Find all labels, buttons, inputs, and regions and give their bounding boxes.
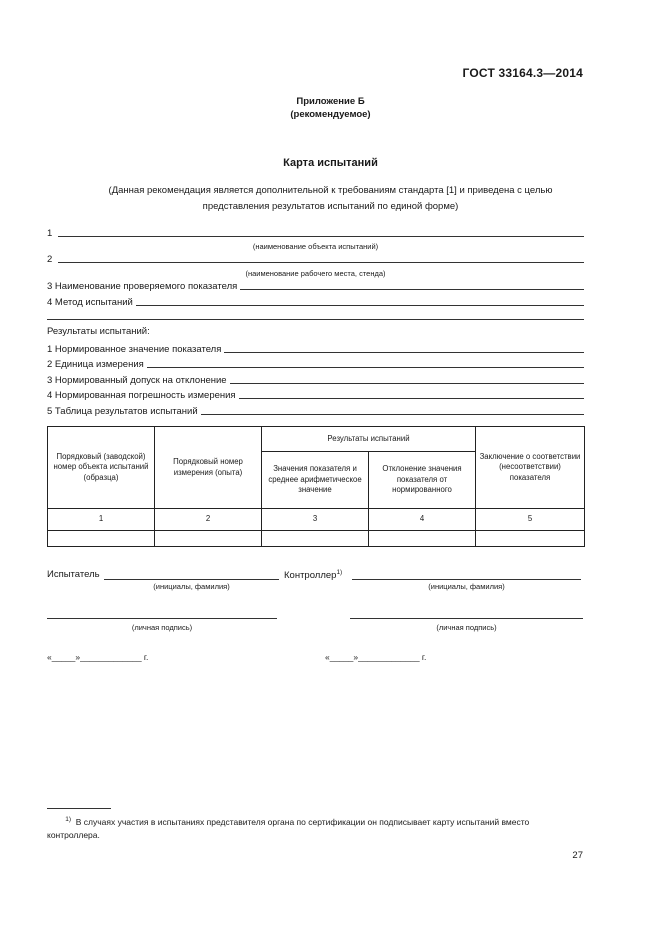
field-1-caption: (наименование объекта испытаний) — [252, 242, 379, 251]
page-number: 27 — [572, 850, 583, 861]
field-2-caption: (наименование рабочего места, стенда) — [245, 269, 386, 278]
footnote-ref: 1) — [336, 569, 343, 576]
table-cell[interactable] — [476, 531, 585, 547]
table-cell[interactable] — [369, 531, 476, 547]
field-number: 2 — [47, 254, 53, 265]
table-column-number: 3 — [262, 509, 369, 531]
footnote-separator — [47, 808, 111, 809]
controller-signature-caption: (личная подпись) — [436, 623, 497, 632]
table-header-object-number: Порядковый (заводской) номер объекта испытаний (образца) — [48, 427, 155, 509]
results-item[interactable] — [47, 405, 584, 417]
table-column-number: 5 — [476, 509, 585, 531]
fill-line — [240, 289, 584, 290]
table-column-number: 4 — [369, 509, 476, 531]
field-number: 1 — [47, 228, 53, 239]
fill-line — [58, 262, 584, 263]
results-item-label: 3 Нормированный допуск на отклонение — [47, 375, 227, 386]
footnote — [47, 815, 584, 843]
controller-date[interactable]: «_____»_____________ г. — [325, 652, 427, 662]
tester-signature-caption: (личная подпись) — [131, 623, 193, 632]
results-heading: Результаты испытаний: — [47, 326, 150, 337]
intro-line-1: (Данная рекомендация является дополнительной к требованиям стандарта [1] и приведена с целью — [108, 185, 553, 196]
standard-number: ГОСТ 33164.3—2014 — [462, 66, 583, 80]
results-item[interactable] — [47, 389, 584, 401]
controller-name-line[interactable] — [352, 579, 581, 580]
table-header-conclusion: Заключение о соответствии (несоответствии) показателя — [476, 427, 585, 509]
appendix-subtitle: (рекомендуемое) — [290, 109, 371, 120]
results-item-label: 2 Единица измерения — [47, 359, 144, 370]
table-column-number: 1 — [48, 509, 155, 531]
fill-line — [147, 367, 584, 368]
controller-label — [284, 569, 342, 581]
fill-line — [230, 383, 584, 384]
fill-line — [239, 398, 584, 399]
card-title: Карта испытаний — [283, 157, 378, 169]
results-item-label: 4 Нормированная погрешность измерения — [47, 390, 236, 401]
table-header-results-group: Результаты испытаний — [262, 427, 476, 452]
field-object-name[interactable] — [47, 227, 584, 239]
table-header-measurement-number: Порядковый номер измерения (опыта) — [155, 427, 262, 509]
table-cell[interactable] — [262, 531, 369, 547]
field-checked-indicator[interactable] — [47, 280, 584, 292]
controller-label-text: Контроллер — [284, 570, 337, 582]
footnote-mark: 1) — [65, 816, 71, 823]
results-item[interactable] — [47, 374, 584, 386]
tester-label: Испытатель — [47, 569, 100, 580]
field-test-method[interactable] — [47, 296, 584, 308]
fill-line — [58, 236, 584, 237]
table-cell[interactable] — [155, 531, 262, 547]
results-item[interactable] — [47, 343, 584, 355]
table-header-deviation: Отклонение значения показателя от нормированного — [369, 452, 476, 509]
appendix-title: Приложение Б — [296, 96, 365, 107]
tester-initials-caption: (инициалы, фамилия) — [153, 582, 230, 591]
fill-line — [224, 352, 584, 353]
field-workplace[interactable] — [47, 253, 584, 265]
field-label: 3 Наименование проверяемого показателя — [47, 281, 238, 292]
tester-date[interactable]: «_____»_____________ г. — [47, 652, 149, 662]
results-item-label: 1 Нормированное значение показателя — [47, 344, 222, 355]
results-item-label: 5 Таблица результатов испытаний — [47, 406, 198, 417]
tester-signature-line[interactable] — [47, 618, 277, 619]
fill-line — [136, 305, 584, 306]
results-item[interactable] — [47, 358, 584, 370]
table-header-values: Значения показателя и среднее арифметическое значение — [262, 452, 369, 509]
field-label: 4 Метод испытаний — [47, 297, 133, 308]
table-column-number: 2 — [155, 509, 262, 531]
table-cell[interactable] — [48, 531, 155, 547]
tester-name-line[interactable] — [104, 579, 279, 580]
extra-fill-line — [47, 319, 584, 320]
controller-initials-caption: (инициалы, фамилия) — [428, 582, 505, 591]
controller-signature-line[interactable] — [350, 618, 583, 619]
footnote-text: В случаях участия в испытаниях представителя органа по сертификации он подписывает карту испытаний вместо контроллера. — [47, 816, 530, 841]
fill-line — [201, 414, 584, 415]
intro-line-2: представления результатов испытаний по единой форме) — [202, 201, 459, 212]
results-table — [47, 426, 585, 547]
